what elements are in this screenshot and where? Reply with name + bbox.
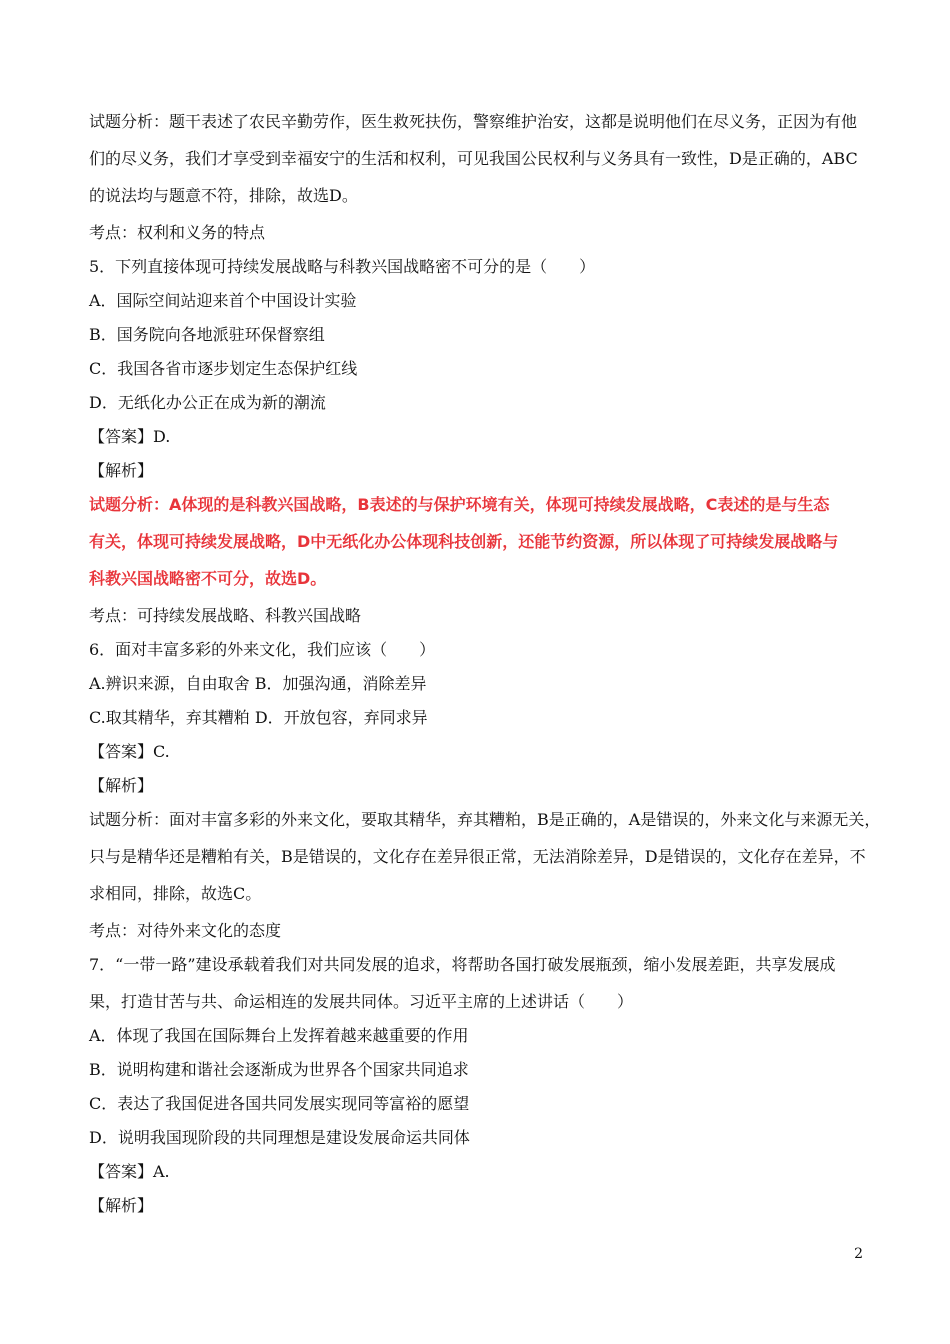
question-option: B．说明构建和谐社会逐渐成为世界各个国家共同追求 [89, 1060, 469, 1079]
analysis-heading: 【解析】 [89, 776, 154, 795]
question-stem: 果，打造甘苦与共、命运相连的发展共同体。习近平主席的上述讲话（ ） [89, 992, 634, 1011]
key-point-line: 考点：可持续发展战略、科教兴国战略 [89, 606, 362, 625]
question-option: C.取其精华，弃其糟粕 D．开放包容，弃同求异 [89, 708, 428, 727]
analysis-line: 们的尽义务，我们才享受到幸福安宁的生活和权利，可见我国公民权利与义务具有一致性，D是正确的，ABC [89, 149, 858, 168]
key-point-line: 考点：权利和义务的特点 [89, 223, 266, 242]
analysis-line: 求相同，排除，故选C。 [89, 884, 262, 903]
highlighted-analysis-line: 有关，体现可持续发展战略，D中无纸化办公体现科技创新，还能节约资源，所以体现了可持续发展战略与 [89, 532, 839, 551]
answer-line: 【答案】C. [89, 742, 170, 761]
highlighted-analysis-line: 试题分析：A体现的是科教兴国战略，B表述的与保护环境有关，体现可持续发展战略，C表述的是与生态 [89, 495, 830, 514]
question-option: C．表达了我国促进各国共同发展实现同等富裕的愿望 [89, 1094, 470, 1113]
analysis-line: 试题分析：题干表述了农民辛勤劳作，医生救死扶伤，警察维护治安，这都是说明他们在尽义务，正因为有他 [89, 112, 858, 131]
document-body [89, 112, 881, 1230]
question-option: A.辨识来源，自由取舍 B．加强沟通，消除差异 [89, 674, 427, 693]
analysis-line: 的说法均与题意不符，排除，故选D。 [89, 186, 358, 205]
question-option: A．体现了我国在国际舞台上发挥着越来越重要的作用 [89, 1026, 469, 1045]
question-option: A．国际空间站迎来首个中国设计实验 [89, 291, 357, 310]
analysis-line: 只与是精华还是糟粕有关，B是错误的，文化存在差异很正常，无法消除差异，D是错误的，文化存在差异，不 [89, 847, 866, 866]
question-stem: 6．面对丰富多彩的外来文化，我们应该（ ） [89, 640, 436, 659]
analysis-heading: 【解析】 [89, 461, 154, 480]
question-option: C．我国各省市逐步划定生态保护红线 [89, 359, 358, 378]
analysis-line: 试题分析：面对丰富多彩的外来文化，要取其精华，弃其糟粕，B是正确的，A是错误的，外来文化与来源无关， [89, 810, 881, 829]
question-option: D．无纸化办公正在成为新的潮流 [89, 393, 326, 412]
answer-line: 【答案】A. [89, 1162, 170, 1181]
question-option: B．国务院向各地派驻环保督察组 [89, 325, 325, 344]
highlighted-analysis-line: 科教兴国战略密不可分，故选D。 [89, 569, 327, 588]
answer-line: 【答案】D. [89, 427, 171, 446]
page-number: 2 [854, 1246, 863, 1262]
analysis-heading: 【解析】 [89, 1196, 154, 1215]
key-point-line: 考点：对待外来文化的态度 [89, 921, 282, 940]
question-stem: 5．下列直接体现可持续发展战略与科教兴国战略密不可分的是（ ） [89, 257, 596, 276]
question-option: D．说明我国现阶段的共同理想是建设发展命运共同体 [89, 1128, 470, 1147]
question-stem: 7．“一带一路”建设承载着我们对共同发展的追求，将帮助各国打破发展瓶颈，缩小发展差距，共享发展成 [89, 955, 836, 974]
